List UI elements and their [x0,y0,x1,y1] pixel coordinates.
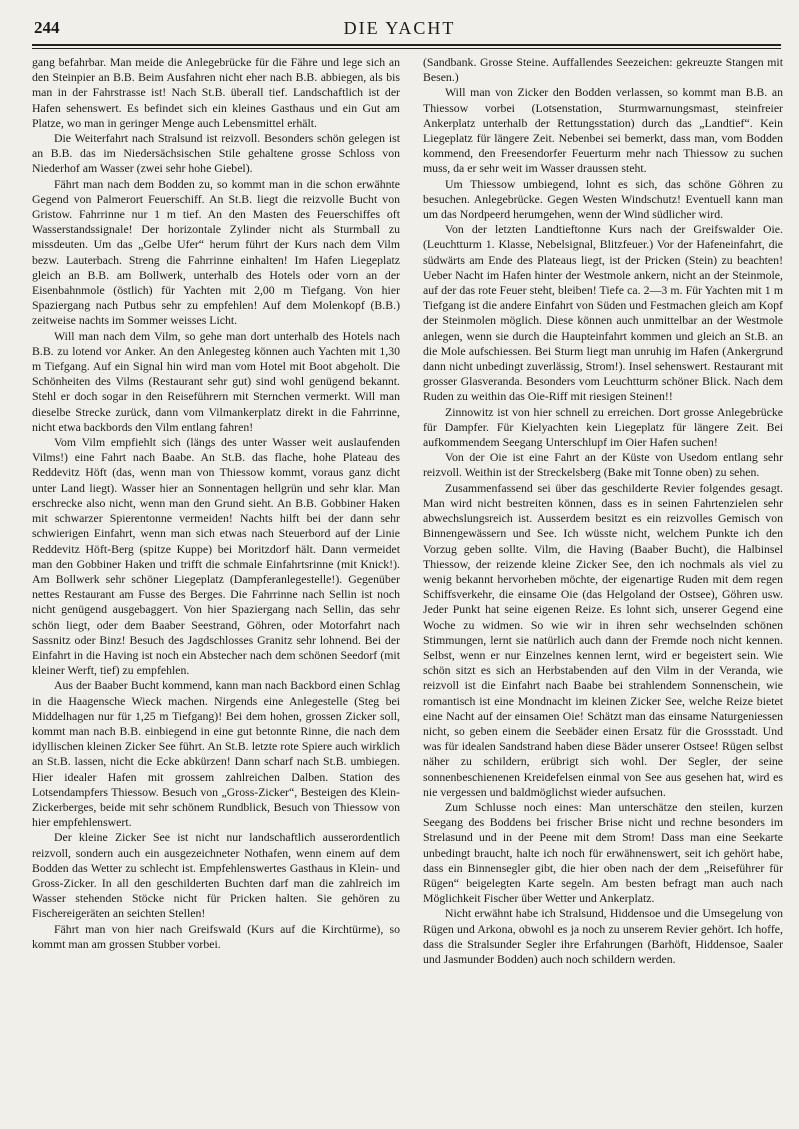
paragraph: Vom Vilm empfiehlt sich (längs des unter Wasser weit auslaufenden Vilms!) eine Fahrt nach Baabe. An St.B. das flache, hohe Plateau des Reddevitz Höft (das, wenn man von Thiessow kommt, voraus ganz dicht unter Land liegt). Wasser hier an Sonnentagen hellgrün und sehr klar. Man erschrecke also nicht, wenn man den Grund sieht. An B.B. Gobbiner Haken mit schwarzer Spierentonne vermeiden! Nachts hilft bei der dann sehr schwierigen Einfahrt, wenn man sich etwas nach Steuerbord auf der Linie Reddevitz Höft-Berg (spitze Kuppe) bei Moritzdorf hält. Dann vermeidet man den Gobbiner Haken und trifft die schmale Einfahrtsrinne (mit Knick!). Am Bollwerk sehr schöner Liegeplatz (Dampferanlegestelle!). Gegenüber nettes Restaurant am Fusse des Berges. Die Fahrrinne nach Sellin ist noch nicht genügend ausgebaggert. Von hier Spaziergang nach Sellin, das sehr schön liegt, oder dem Baaber Seestrand, Göhren, oder Motorfahrt nach Sassnitz oder Binz! Besuch des Jagdschlosses Granitz sehr lohnend. Bei der Einfahrt in die Having ist noch ein Abstecher nach dem schönen Seedorf (mit kleiner Werft, tief) zu empfehlen. [32,435,400,678]
page-number: 244 [34,18,60,37]
paragraph: (Sandbank. Grosse Steine. Auffallendes Seezeichen: gekreuzte Stangen mit Besen.) [423,55,783,85]
paragraph: Der kleine Zicker See ist nicht nur landschaftlich ausserordentlich reizvoll, sondern auch ein ausgezeichneter Nothafen, wenn einem auf dem Bodden das Wetter zu schlecht ist. Empfehlenswertes Gasthaus in Klein- und Gross-Zicker. In all den geschilderten Buchten darf man die zahlreich im Wasser stehenden Stöcke nicht für Pricken halten. Sie gehören zu Fischereigeräten an seichten Stellen! [32,830,400,921]
paragraph: Fährt man von hier nach Greifswald (Kurs auf die Kirchtürme), so kommt man am grossen Stubber vorbei. [32,921,400,951]
paragraph: Will man von Zicker den Bodden verlassen, so kommt man B.B. an Thiessow vorbei (Lotsenstation, Sturmwarnungsmast, steinfreier Ankerplatz unterhalb der Rettungsstation) durch das „Landtief“. Kein Liegeplatz für längere Zeit. Nebenbei sei bemerkt, dass man, vom Bodden kommend, den Freesendorfer Feuerturm mehr nach Thiessow zu suchen muss, da er sehr weit im Wasser draussen steht. [423,85,783,176]
right-text-column [423,55,783,1125]
paragraph: Zum Schlusse noch eines: Man unterschätze den steilen, kurzen Seegang des Boddens bei frischer Brise nicht und rechne besonders im Strelasund und in der Peene mit dem Strom! Dass man eine Seekarte unbedingt braucht, halte ich noch für erwähnenswert, seit ich gehört habe, dass ein Binnensegler gibt, die hier oben nach der dem „Reiseführer für Rügen“ beigelegten Karte segeln. Am besten befragt man auch nach Möglichkeit Fischer über Wetter und Ankerplatz. [423,799,783,906]
running-title: DIE YACHT [343,18,456,38]
paragraph: Will man nach dem Vilm, so gehe man dort unterhalb des Hotels nach B.B. zu lotend vor Anker. An den Anlegesteg können auch Yachten mit 1,30 m Tiefgang. Auf ein Signal hin wird man vom Hotel mit Boot abgeholt. Die Schönheiten des Vilms (Restaurant sehr gut) sind wohl genügend bekannt. Stehl er doch sogar in den Reiseführern mit Sternchen vermerkt. Will man dieselbe Strecke zurück, dann vom Vilmankerplatz direkt in die Fahrrinne, nicht etwa backbords den Vilm entlang fahren! [32,328,400,434]
paragraph: Um Thiessow umbiegend, lohnt es sich, das schöne Göhren zu besuchen. Anlegebrücke. Gegen Westen Windschutz! Eventuell kann man um das Nordpeerd herumgehen, wenn der Wind südlicher wird. [423,176,783,222]
paragraph: Aus der Baaber Bucht kommend, kann man nach Backbord einen Schlag in die Haagensche Wieck machen. Nirgends eine Anlegestelle (Steg bei Middelhagen nur für 1,25 m Tiefgang)! Bei dem hohen, grossen Zicker soll, kommt man nach B.B. einbiegend in eine gut betonnte Rinne, die nach dem idyllischen kleinen Zicker See führt. An St.B. letzte rote Spiere auch wirklich an St.B. lassen, nicht die Ecke abkürzen! Dann scharf nach St.B. umbiegen. Hier idealer Hafen mit grossem zahlreichen Dalben. Station des Lotsendampfers Thiessow. Besuch von „Gross-Zicker“, Besteigen des Klein-Zickerberges, beide mit sehr schönem Rundblick, Besuch von Thiessow von hier empfehlenswert. [32,678,400,830]
paragraph: Von der letzten Landtieftonne Kurs nach der Greifswalder Oie. (Leuchtturm 1. Klasse, Nebelsignal, Blitzfeuer.) Vor der Hafeneinfahrt, die südwärts am Ende des Plateaus liegt, ist der Pricken (Stein) zu beachten! Ueber Nacht im Hafen hinter der Westmole ankern, nicht an der Steinmole, auf der das rote Feuer steht, bleiben! Tiefe ca. 2—3 m. Für Yachten mit 1 m Tiefgang ist die andere Einfahrt von Süden und Festmachen gleich am Kopf der Steinmolen möglich. Diese können auch unmittelbar an der Westmole anlegen, wenn sie durch die Haupteinfahrt kommen und gleich an St.B. an die Mole aufschiessen. Bei Sturm liegt man unruhig im Hafen (Ankergrund dann nicht unbedingt zuverlässig, Strom!). Insel sehenswert. Restaurant mit grosser Glasveranda. Besonders vom Leuchtturm schöner Blick. Nach dem Ruden zu weithin das Oie-Riff mit riesigen Steinen!! [423,222,783,404]
paragraph: gang befahrbar. Man meide die Anlegebrücke für die Fähre und lege sich an den Steinpier an B.B. Beim Ausfahren nicht eher nach B.B. abbiegen, als bis man in der Fahrstrasse ist! Nach St.B. überall tief. Landschaftlich ist der Hafen sehenswert. Es befindet sich ein kleines Gasthaus und ein Gut am Platze, wo man in geringer Menge auch Lebensmittel erhält. [32,55,400,130]
paragraph: Fährt man nach dem Bodden zu, so kommt man in die schon erwähnte Gegend von Palmerort Feuerschiff. An St.B. liegt die reizvolle Bucht von Gristow. Fahrrinne nur 1 m tief. An den Masten des Feuerschiffes oft Wasserstandssignale! Der horizontale Zylinder nicht als Sturmball zu missdeuten. Um das „Gelbe Ufer“ herum führt der Kurs nach dem Vilm bezw. Lauterbach. Streng die Fahrrinne einhalten! Im Hafen Liegeplatz gleich an B.B. am Bollwerk, unterhalb des Hotels oder vorn an der Eisenbahnmole (östlich) für Yachten mit 2,00 m Tiefgang. Von hier Spaziergang nach Putbus sehr zu empfehlen! Auf dem Molenkopf (B.B.) zeitweise nachts im Sommer weisses Licht. [32,176,400,328]
paragraph: Die Weiterfahrt nach Stralsund ist reizvoll. Besonders schön gelegen ist an B.B. das im Niedersächsischen Stile gehaltene grosse Schloss von Niederhof am Wasser (zwei sehr hohe Giebel). [32,131,400,176]
paragraph: Zinnowitz ist von hier schnell zu erreichen. Dort grosse Anlegebrücke für Dampfer. Für Kielyachten kein Liegeplatz für längere Zeit. Bei aufkommendem Seegang Unterschlupf im Oier Hafen suchen! [423,404,783,450]
header-rule [32,44,781,49]
paragraph: Von der Oie ist eine Fahrt an der Küste von Usedom entlang sehr reizvoll. Weithin ist der Streckelsberg (Bake mit Tonne oben) zu sehen. [423,450,783,480]
left-text-column [32,55,400,1125]
paragraph: Zusammenfassend sei über das geschilderte Revier folgendes gesagt. Man wird nicht bestreiten können, dass es in seinen Fahrtenzielen sehr abwechslungsreich ist. Ausserdem besitzt es ein reizvolles Gemisch von Binnengewässern und See. Ich wüsste nicht, welchem Punkte ich den Vorzug geben sollte. Vilm, die Having (Baaber Bucht), die Halbinsel Thiessow, der reizende kleine Zicker See, den ich nochmals als viel zu wenig bekannt hervorheben möchte, der eigenartige Ruden mit dem regen Schiffsverkehr, die einsame Oie (das Helgoland der Ostsee), Göhren usw. Jeder Punkt hat seine eigenen Reize. Es lohnt sich, unserer Gegend eine Woche zu widmen. So wie wir in ihren sehr wechselnden schönen Stimmungen, lernt sie natürlich auch dann der Fremde noch nicht kennen. Selbst, wenn er nur Einzelnes kennen lernt, wird er begeistert sein. Wie schön sitzt es sich an Herbstabenden auf den Vilm in der Veranda, wie reizvoll ist die Einfahrt nach Baabe bei strahlendem Sonnenschein, wie romantisch ist eine Mondnacht im kleinen Zicker See, welche Reize bietet eine Nacht auf der einsamen Oie! Schätzt man das einsame Naturgeniessen nicht, so geben einem die Seebäder einen Ersatz für die Grossstadt. Und was für idealen Sandstrand haben diese Bäder unserer Ostsee! Rügen selbst näher zu schildern, erübrigt sich wohl. Der Segler, der seine sonnenbeschienenen Kreidefelsen einmal von See aus gesehen hat, wird es nie vergessen und baldmöglichst wieder aufsuchen. [423,480,783,799]
paragraph: Nicht erwähnt habe ich Stralsund, Hiddensoe und die Umsegelung von Rügen und Arkona, obwohl es ja noch zu unserem Revier gehört. Ich hoffe, dass die Stralsunder Segler ihre Erfahrungen (Barhöft, Hiddensoe, Saaler und Jasmunder Bodden) auch noch schildern werden. [423,906,783,966]
